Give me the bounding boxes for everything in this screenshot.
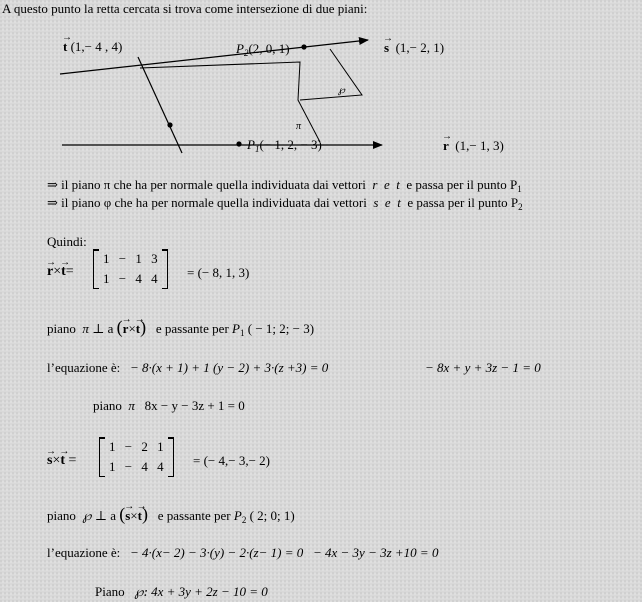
cross1-result: = (− 8, 1, 3) <box>187 265 250 280</box>
statement-pi: ⇒ il piano π che ha per normale quella individuata dai vettori r e t e passa per il punto $P_1$ <box>47 177 522 194</box>
implies-icon: ⇒ <box>47 177 58 192</box>
cross2-row1: 1 − 2 1 <box>109 439 164 454</box>
label-t: t → (1,− 4 , 4) <box>63 39 122 55</box>
quindi-label: Quindi: <box>47 234 87 249</box>
plane-pi-outline <box>140 62 320 142</box>
cross1-row1: 1 − 1 3 <box>103 251 158 266</box>
eq-pi: l’equazione è: − 8·(x + 1) + 1 (y − 2) + 3·(z +3) = 0 <box>47 360 329 375</box>
cross1-matrix <box>93 249 168 289</box>
point-p2 <box>301 44 306 49</box>
plane-pi-def: piano π ⊥ a (r →×t →) e passante per $P_1$ ( − 1; 2; − 3) <box>47 319 314 341</box>
point-on-t <box>167 122 172 127</box>
point-p1 <box>236 141 241 146</box>
cross2-lhs: s →×t → = <box>47 453 76 469</box>
eq-pi-simplified: − 8x + y + 3z − 1 = 0 <box>425 360 541 375</box>
implies-icon: ⇒ <box>47 195 58 210</box>
final-phi: Piano ℘: 4x + 3y + 2z − 10 = 0 <box>95 584 268 600</box>
plane-phi-outline <box>300 49 362 100</box>
cross2-row2: 1 − 4 4 <box>109 459 164 474</box>
label-p2: $P_2(2$, 0, 1) <box>236 41 290 58</box>
label-p1: $P_1(- 1$, 2, − 3) <box>247 137 322 154</box>
cross2-matrix <box>99 437 174 477</box>
label-r: r → (1,− 1, 3) <box>443 138 504 154</box>
intro-text: A questo punto la retta cercata si trova come intersezione di due piani: <box>2 1 368 16</box>
eq-phi: l’equazione è: − 4·(x− 2) − 3·(y) − 2·(z− 1) = 0 − 4x − 3y − 3z +10 = 0 <box>47 545 439 560</box>
label-phi: ℘ <box>338 85 345 96</box>
cross2-result: = (− 4,− 3,− 2) <box>193 453 270 468</box>
label-pi: π <box>296 121 302 132</box>
cross1-row2: 1 − 4 4 <box>103 271 158 286</box>
cross1-lhs: r →×t →= <box>47 264 74 280</box>
label-s: s → (1,− 2, 1) <box>384 40 444 56</box>
statement-phi: ⇒ il piano φ che ha per normale quella individuata dai vettori s e t e passa per il punto $P_2$ <box>47 195 523 212</box>
line-t <box>138 57 182 153</box>
plane-phi-def: piano ℘ ⊥ a (s →×t →) e passante per $P_2$ ( 2; 0; 1) <box>47 506 295 528</box>
final-pi: piano π 8x − y − 3z + 1 = 0 <box>93 398 245 413</box>
